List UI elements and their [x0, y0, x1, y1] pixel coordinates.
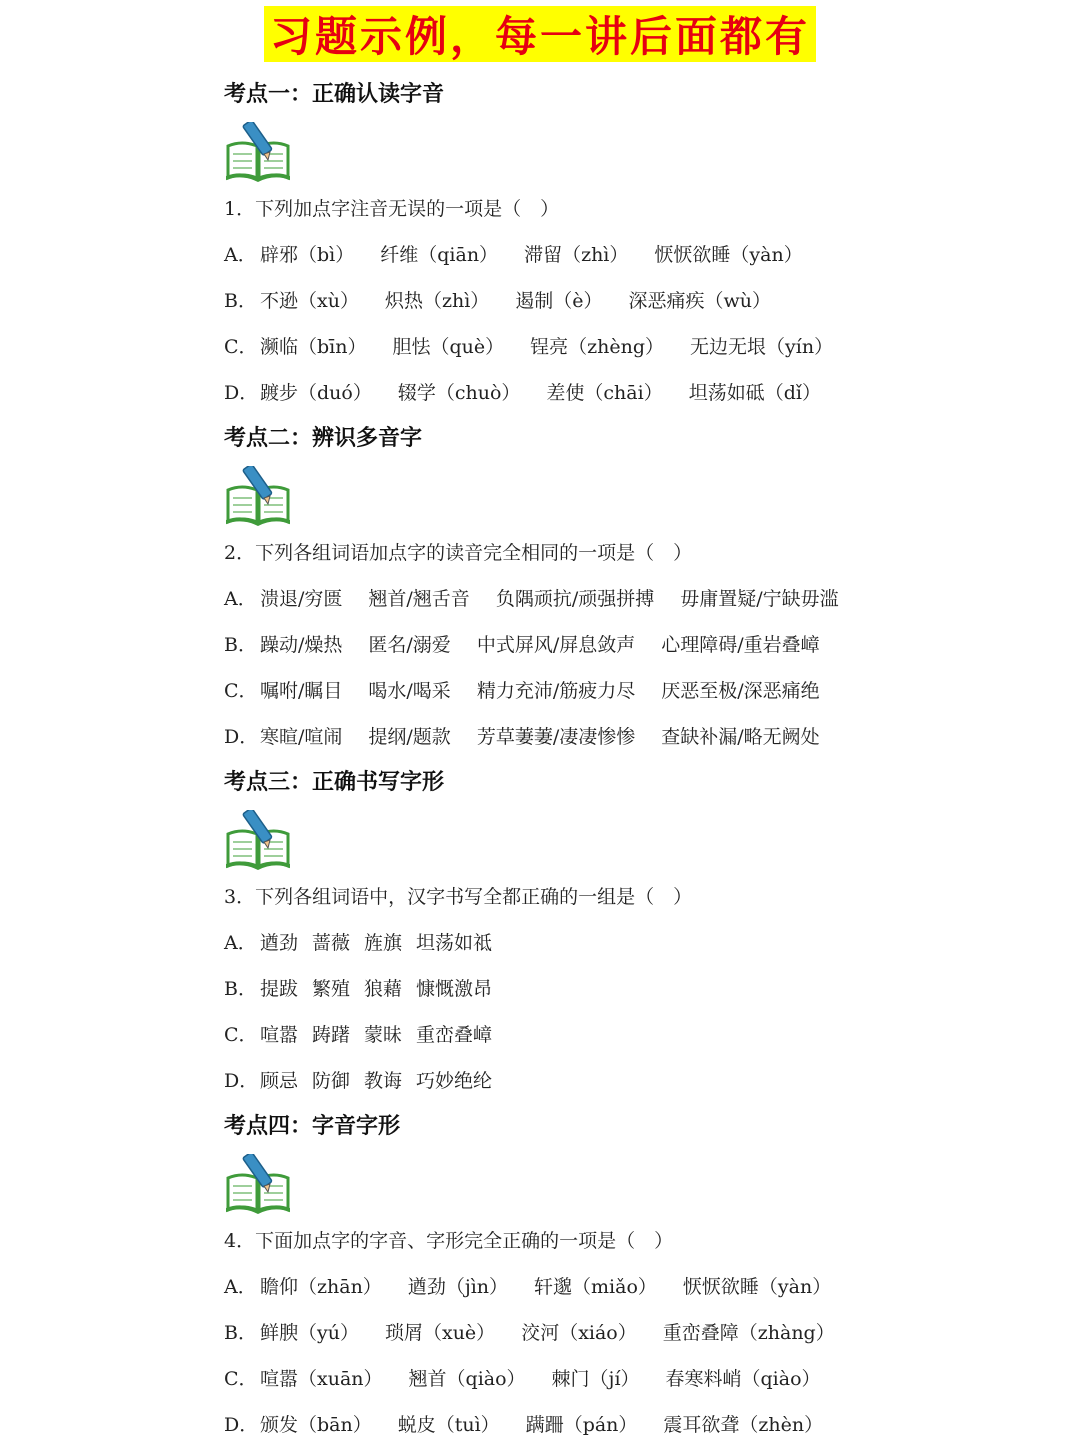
option-row: [224, 714, 1064, 760]
option-label: B．: [224, 634, 257, 656]
option-row: [224, 576, 1064, 622]
option-row: [224, 1402, 1064, 1448]
option-label: C．: [224, 1368, 258, 1390]
question-text: 4．下面加点字的字音、字形完全正确的一项是（ ）: [224, 1230, 674, 1252]
option-label: D．: [224, 1414, 259, 1436]
option-label: D．: [224, 726, 259, 748]
option-item: 教诲: [364, 1070, 403, 1092]
section-title: 考点一：正确认读字音: [224, 82, 445, 107]
option-item: 遒劲: [260, 932, 299, 954]
option-item: 重峦叠障（zhàng）: [662, 1322, 835, 1344]
option-row: [224, 1264, 1064, 1310]
option-label: C．: [224, 336, 258, 358]
option-item: 辍学（chuò）: [397, 382, 521, 404]
option-item: 胆怯（què）: [392, 336, 505, 358]
option-label: A．: [224, 932, 257, 954]
option-item: 纤维（qiān）: [380, 244, 499, 266]
option-item: 蔷薇: [312, 932, 351, 954]
open-book-pencil-icon: [224, 122, 292, 182]
option-item: 心理障碍/重岩叠嶂: [661, 634, 820, 656]
option-item: 喧嚣: [260, 1024, 299, 1046]
option-item: 坦荡如砥（dǐ）: [688, 382, 821, 404]
option-row: [224, 1356, 1064, 1402]
option-item: 负隅顽抗/顽强拼搏: [495, 588, 655, 610]
option-item: 颁发（bān）: [260, 1414, 372, 1436]
option-item: 溃退/穷匮: [260, 588, 343, 610]
option-item: 濒临（bīn）: [260, 336, 367, 358]
option-label: C．: [224, 1024, 258, 1046]
document-body: [224, 72, 1064, 1448]
option-item: 中式屏风/屏息敛声: [476, 634, 636, 656]
option-item: 精力充沛/筋疲力尽: [476, 680, 636, 702]
option-item: 震耳欲聋（zhèn）: [663, 1414, 824, 1436]
option-item: 琐屑（xuè）: [384, 1322, 496, 1344]
option-item: 翘首（qiào）: [408, 1368, 526, 1390]
option-item: 不逊（xù）: [260, 290, 359, 312]
option-row: [224, 370, 1064, 416]
option-item: 狼藉: [364, 978, 403, 1000]
option-item: 春寒料峭（qiào）: [665, 1368, 821, 1390]
option-label: A．: [224, 1276, 257, 1298]
option-item: 无边无垠（yín）: [690, 336, 834, 358]
option-item: 轩邈（miǎo）: [534, 1276, 657, 1298]
option-item: 炽热（zhì）: [384, 290, 490, 312]
option-label: D．: [224, 382, 259, 404]
option-item: 锃亮（zhèng）: [530, 336, 665, 358]
option-item: 嘱咐/瞩目: [260, 680, 343, 702]
section-title: 考点二：辨识多音字: [224, 426, 423, 451]
option-item: 鲜腴（yú）: [260, 1322, 359, 1344]
option-row: [224, 1058, 1064, 1104]
option-item: 遒劲（jìn）: [407, 1276, 509, 1298]
option-item: 提跋: [260, 978, 299, 1000]
option-label: B．: [224, 290, 257, 312]
option-item: 蜕皮（tuì）: [397, 1414, 500, 1436]
option-label: D．: [224, 1070, 259, 1092]
option-row: [224, 966, 1064, 1012]
option-item: 坦荡如祗: [416, 932, 493, 954]
option-item: 厌恶至极/深恶痛绝: [661, 680, 820, 702]
option-label: B．: [224, 1322, 257, 1344]
option-row: [224, 232, 1064, 278]
open-book-pencil-icon: [224, 1154, 292, 1214]
title-banner: [264, 6, 816, 62]
option-item: 蒙昧: [364, 1024, 403, 1046]
option-item: 蹒跚（pán）: [525, 1414, 638, 1436]
option-item: 滞留（zhì）: [524, 244, 629, 266]
option-row: [224, 622, 1064, 668]
option-item: 喝水/喝采: [368, 680, 451, 702]
option-item: 棘门（jí）: [551, 1368, 640, 1390]
option-item: 匿名/溺爱: [368, 634, 451, 656]
option-item: 查缺补漏/略无阙处: [661, 726, 820, 748]
option-label: B．: [224, 978, 257, 1000]
section-3: [224, 760, 1064, 1104]
option-item: 洨河（xiáo）: [521, 1322, 637, 1344]
option-item: 繁殖: [312, 978, 351, 1000]
option-item: 重峦叠嶂: [416, 1024, 493, 1046]
option-item: 踱步（duó）: [260, 382, 372, 404]
banner-title: 习题示例，每一讲后面都有: [269, 12, 810, 61]
section-title: 考点三：正确书写字形: [224, 770, 445, 795]
section-2: [224, 416, 1064, 760]
open-book-pencil-icon: [224, 810, 292, 870]
option-item: 差使（chāi）: [546, 382, 663, 404]
option-item: 提纲/题款: [368, 726, 451, 748]
option-row: [224, 668, 1064, 714]
question-text: 3．下列各组词语中，汉字书写全都正确的一组是（ ）: [224, 886, 693, 908]
option-item: 巧妙绝纶: [416, 1070, 493, 1092]
section-title: 考点四：字音字形: [224, 1114, 401, 1139]
option-row: [224, 278, 1064, 324]
section-4: [224, 1104, 1064, 1448]
option-row: [224, 1310, 1064, 1356]
option-item: 深恶痛疾（wù）: [628, 290, 772, 312]
option-item: 旌旗: [364, 932, 403, 954]
option-item: 踌躇: [312, 1024, 351, 1046]
open-book-pencil-icon: [224, 466, 292, 526]
option-label: A．: [224, 588, 257, 610]
option-item: 恹恹欲睡（yàn）: [682, 1276, 832, 1298]
option-item: 遏制（è）: [515, 290, 603, 312]
section-1: [224, 72, 1064, 416]
option-item: 毋庸置疑/宁缺毋滥: [680, 588, 839, 610]
option-item: 寒暄/喧闹: [260, 726, 343, 748]
option-item: 慷慨激昂: [416, 978, 493, 1000]
option-label: A．: [224, 244, 257, 266]
option-item: 防御: [312, 1070, 351, 1092]
option-item: 芳草萋萋/凄凄惨惨: [476, 726, 636, 748]
option-item: 辟邪（bì）: [260, 244, 355, 266]
option-label: C．: [224, 680, 258, 702]
option-item: 恹恹欲睡（yàn）: [654, 244, 803, 266]
option-item: 喧嚣（xuān）: [260, 1368, 383, 1390]
option-item: 躁动/燥热: [260, 634, 343, 656]
option-row: [224, 920, 1064, 966]
option-row: [224, 324, 1064, 370]
question-text: 2．下列各组词语加点字的读音完全相同的一项是（ ）: [224, 542, 693, 564]
option-item: 翘首/翘舌音: [368, 588, 470, 610]
option-item: 顾忌: [260, 1070, 299, 1092]
option-item: 瞻仰（zhān）: [260, 1276, 382, 1298]
option-row: [224, 1012, 1064, 1058]
question-text: 1．下列加点字注音无误的一项是（ ）: [224, 198, 560, 220]
